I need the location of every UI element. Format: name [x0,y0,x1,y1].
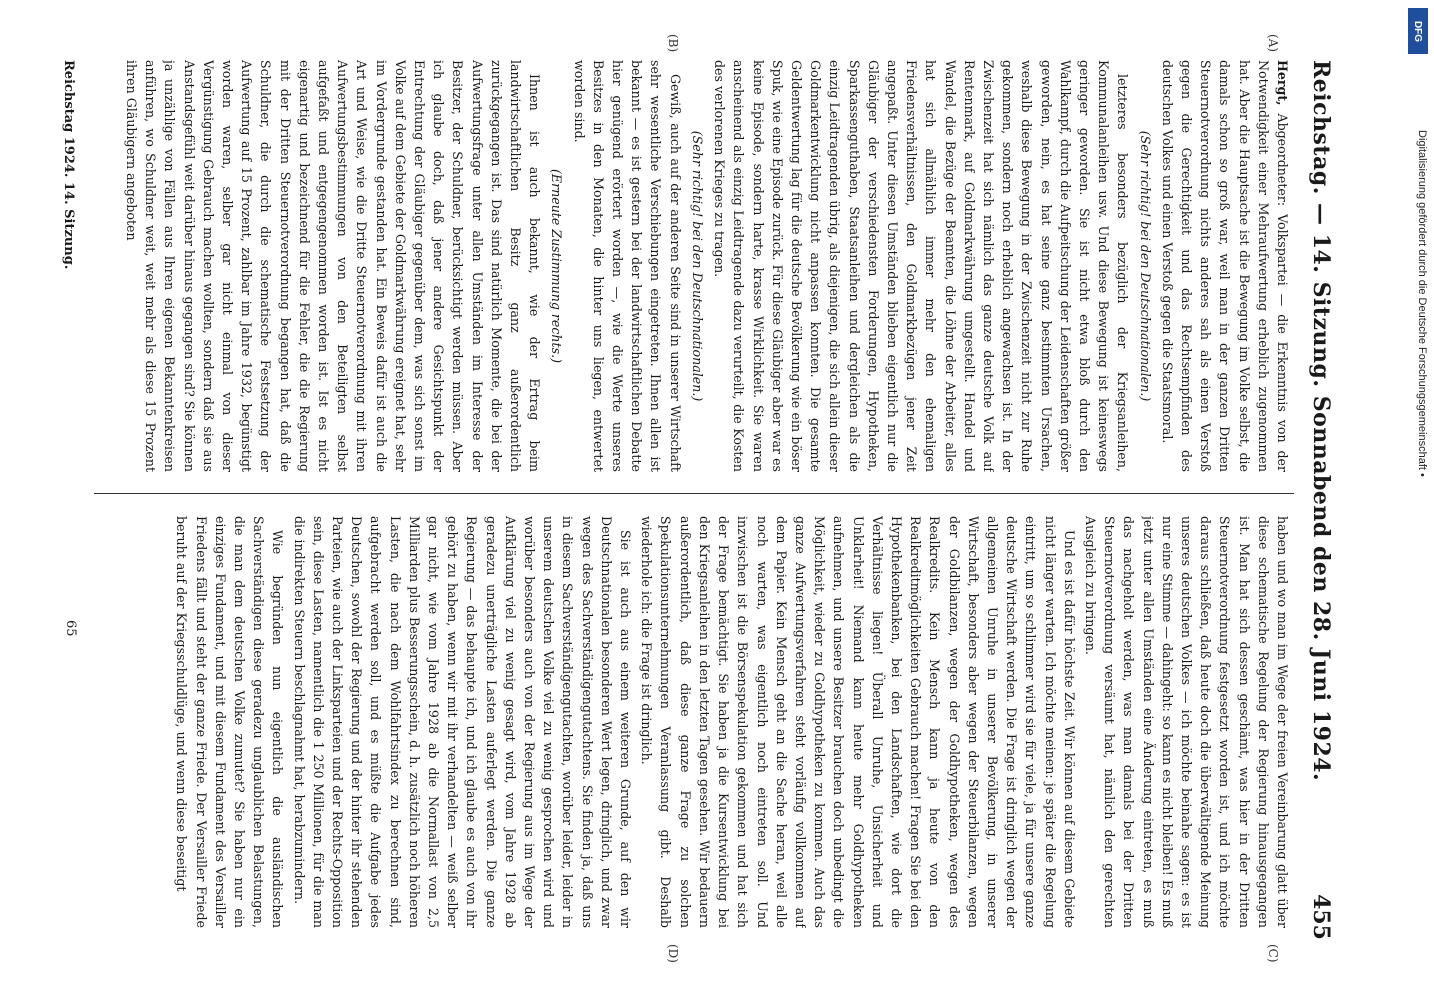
digitization-text: Digitalisierung gefördert durch die Deutsche Forschungsgemeinschaft • [1416,130,1428,477]
margin-letter-c: (C) [1266,944,1280,963]
interjection: (Sehr richtig! bei den Deutschnationalen.) [1137,130,1153,402]
margin-letter-d: (D) [666,944,680,963]
paragraph: Und es ist dafür höchste Zeit. Wir können auf diesem Gebiete nicht länger warten. Ich möchte meinen: je später die Regelung eintritt, um so schlimmer wird sie für viele, ja für unsere ganze deutsche Wirtschaft werden. Die Frage ist dringlich wegen der allgemeinen Unruhe in unserer Bevölkerung, in unserer Wirtschaft, besonders aber wegen der Steuerbilanzen, wegen der Goldbilanzen, wegen der Goldhypotheken, wegen des Realkredits. Kein Mensch kann ja heute von den Realkreditmöglichkeiten Gebrauch machen! Fragen Sie bei den Hypothekenbanken, bei den Landschaften, wie dort die Verhältnisse liegen! Überall Unruhe, Unsicherheit und Unklarheit! Niemand kann heute mehr Goldhypotheken aufnehmen, und unsere Besitzer brauchen doch unbedingt die Möglichkeit, wieder zu Goldhypotheken zu kommen. Auch das ganze Aufwertungsverfahren steht vorläufig vollkommen auf dem Papier. Kein Mensch geht an die Sache heran, weil alle noch warten, was eigentlich noch eintreten soll. Und inzwischen ist die Börsenspekulation gekommen und hat sich der Frage bemächtigt. Sie haben ja die Kursentwicklung bei den Kriegsanleihen in den letzten Tagen gesehen. Wir bedauern außerordentlich, daß diese ganze Frage zu solchen Spekulationsunternehmungen Veranlassung gibt. Deshalb wiederhole ich: die Frage ist dringlich. [639,516,1077,928]
paragraph: letzteres besonders bezüglich der Kriegsanleihen, Kommunalanleihen usw. Und diese Bewegung ist keineswegs geringer geworden. Sie ist nicht etwa bloß durch den Wahlkampf, durch die Aufpeitschung der Leidenschaften größer geworden, nein, es hat seine ganz bestimmten Ursachen, weshalb diese Bewegung in der Zwischenzeit nicht zur Ruhe gekommen, sondern noch erheblich angewachsen ist. In der Zwischenzeit hat sich nämlich das ganze deutsche Volk auf Rentenmark, auf Goldmarkwährung umgestellt. Handel und Wandel, die Bezüge der Beamten, die Löhne der Arbeiter, alles hat sich allmählich immer mehr den ehemaligen Friedensverhältnissen, den Goldmarkbezügen jener Zeit angepaßt. Unter diesen Umständen blieben eigentlich nur die Gläubiger der verschiedensten Forderungen, Hypotheken, Sparkassenguthaben, Staatsanleihen und dergleichen als die einzig Leidtragenden übrig, als diejenigen, die sich allein dieser Goldmarkentwicklung nicht anpassen konnten. Die gesamte Geldentwertung lag für die deutsche Bevölkerung wie ein böser Spuk, wie eine Episode zurück. Für diese Gläubiger aber war es keine Episode, sondern harte, krasse Wirklichkeit. Sie waren anscheinend als einzig Leidtragende dazu verurteilt, die Kosten des verlorenen Krieges zu tragen. [712,60,1131,472]
footer-signature: 65 [63,620,78,637]
paragraph: Ihnen ist auch bekannt, wie der Ertrag beim landwirtschaftlichen Besitz ganz außerordentlich zurückgegangen ist. Das sind natürlich Momente, die bei der Aufwertungsfrage unter allen Umständen im Interesse der Besitzer, der Schuldner, berücksichtigt werden müssen. Aber ich glaube doch, daß jener andere Gesichtspunkt der Entrechtung der Gläubiger gegenüber dem, was sich sonst im Volke auf dem Gebiete der Goldmarkwährung ereignet hat, sehr im Vordergrunde gestanden hat. Ein Beweis dafür ist auch die Art und Weise, wie die Dritte Steuernotverordnung mit ihren Aufwertungsbestimmungen von den Beteiligten selbst aufgefaßt und entgegengenommen worden ist. Ist es nicht eigenartig und bezeichnend für die Fehler, die die Regierung mit der Dritten Steuernotverordnung begangen hat, daß die Schuldner, die durch die schematische Festsetzung der Aufwertung auf 15 Prozent, zahlbar im Jahre 1932, begünstigt worden waren, selber gar nicht einmal von dieser Vergünstigung Gebrauch machen wollten, sondern daß sie aus Anstandsgefühl weit darüber hinaus gegangen sind? Sie können ja unzählige von Fällen aus Ihren eigenen Bekanntenkreisen anführen, wo Schuldner weit, weit mehr als diese 15 Prozent ihren Gläubigern angeboten [124,60,543,472]
speaker-name: Hergt, [1275,60,1290,106]
interjection: (Erneute Zustimmung rechts.) [549,169,565,363]
paragraph: Wie begründen nun eigentlich die ausländischen Sachverständigen diese geradezu unglaublichen Belastungen, die man dem deutschen Volke zumutet? Sie haben nur ein einziges Fundament, und mit diesem Fundament des Versailler Friedens fällt und steht der ganze Friede. Der Versailler Friede beruht auf der Kriegsschuldlüge, und wenn diese beseitigt [174,516,286,928]
speaker-role: Abgeordneter: [1275,113,1290,207]
paragraph: haben und wo man im Wege der freien Vereinbarung glatt über diese schematische Regelung der Regierung hinausgegangen ist. Man hat sich dessen geschämt, was hier in der Dritten Steuernotverordnung festgesetzt worden ist, und ich möchte daraus schließen, daß heute doch die überwältigende Meinung unseres deutschen Volkes — ich möchte beinahe sagen: es ist nur eine Stimme — dahingeht: so kann es nicht bleiben! Es muß jetzt unter allen Umständen eine Änderung eintreten, es muß das nachgeholt werden, was man damals bei der Dritten Steuernotverordnung versäumt hat, nämlich den gerechten Ausgleich zu bringen. [1082,516,1290,928]
running-title: Reichstag. — 14. Sitzung. Sonnabend den 28. Juni 1924. [1308,60,1334,782]
page-number: 455 [1308,894,1334,940]
margin-letter-a: (A) [1266,34,1280,53]
right-column [92,516,1292,928]
paragraph: Gewiß, auch auf der anderen Seite sind in unserer Wirtschaft sehr wesentliche Verschiebungen eingetreten. Ihnen allen ist bekannt — es ist gestern bei der landwirtschaftlichen Debatte hier genügend erörtert worden —, wie die Werte unseres Besitzes in den Monaten, die hinter uns liegen, entwertet worden sind. [571,60,683,472]
digitization-note [1408,0,1430,1000]
page-header [1300,60,1340,940]
column-divider [94,493,1294,494]
dfg-logo: DFG [1408,8,1428,54]
left-column [92,60,1292,472]
margin-letter-b: (B) [666,34,680,53]
paragraph: Sie ist auch aus einem weiteren Grunde, auf den wir Deutschnationalen besonderen Wert legen, dringlich, und zwar wegen des Sachverständigengutachtens. Sie finden ja, daß uns in diesem Sachverständigengutachten, worüber leider, leider in unserem deutschen Volke viel zu wenig gesprochen wird und worüber besonders auch von der Regierung aus im Wege der Aufklärung viel zu wenig gesagt wird, vom Jahre 1928 ab geradezu unerträgliche Lasten auferlegt werden. Die ganze Regierung — das behaupte ich, und ich glaube es auch von ihr gehört zu haben, wenn wir mit ihr verhandelten — weiß selber gar nicht, wie vom Jahre 1928 ab die Normallast von 2,5 Milliarden plus Besserungsschein, d. h. zusätzlich noch höheren Lasten, die nach dem Wohlfahrtsindex zu berechnen sind, aufgebracht werden soll, und es müßte die Aufgabe jedes Deutschen, sowohl der Regierung und der hinter ihr stehenden Parteien, wie auch der Linksparteien und der Rechts-Opposition sein, diese Lasten, namentlich die 1 250 Millionen, für die man die indirekten Steuern beschlagnahmt hat, herabzumindern. [291,516,634,928]
paragraph [1158,60,1292,472]
footer-session: Reichstag 1924. 14. Sitzung. [61,60,76,270]
document-page [0,34,1340,963]
interjection: (Sehr richtig! bei den Deutschnationalen.) [689,130,705,402]
paragraph-text: Volkspartei — die Erkenntnis von der Notwendigkeit einer Mehraufwertung erheblich zugenommen hat. Aber die Hauptsache ist die Bewegung im Volke selbst, die damals schon so groß war, weil man in der ganzen Dritten Steuernotverordnung nichts anderes sah als einen Verstoß gegen die Gerechtigkeit und das Rechtsempfinden des deutschen Volkes und einen Verstoß gegen die Staatsmoral. [1159,60,1290,472]
